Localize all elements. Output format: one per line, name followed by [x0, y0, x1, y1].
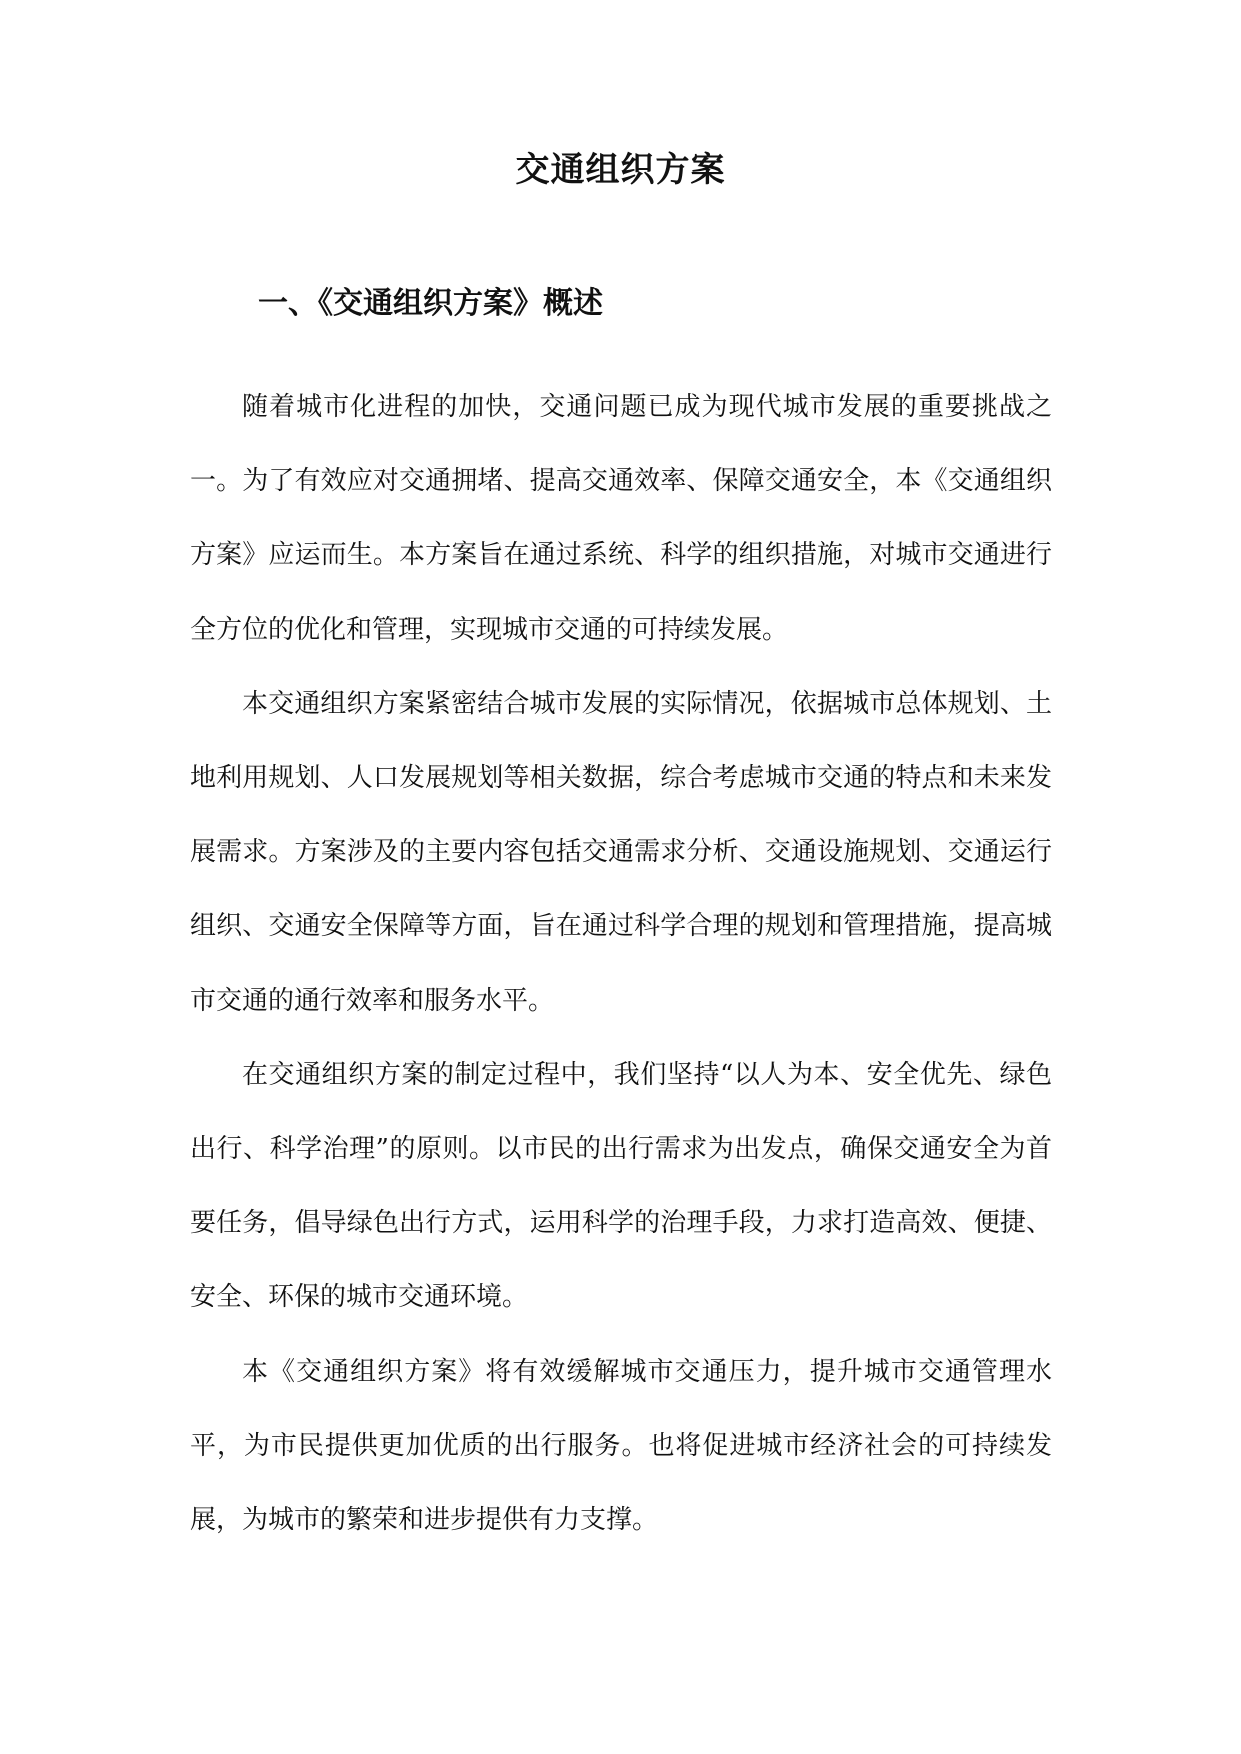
document-title: 交通组织方案	[515, 150, 726, 190]
section-body	[190, 370, 1052, 1557]
paragraph-1: 随着城市化进程的加快，交通问题已成为现代城市发展的重要挑战之一。为了有效应对交通拥堵、提高交通效率、保障交通安全，本《交通组织方案》应运而生。本方案旨在通过系统、科学的组织措施，对城市交通进行全方位的优化和管理，实现城市交通的可持续发展。	[190, 392, 1052, 645]
paragraph-3: 在交通组织方案的制定过程中，我们坚持“以人为本、安全优先、绿色出行、科学治理”的原则。以市民的出行需求为出发点，确保交通安全为首要任务，倡导绿色出行方式，运用科学的治理手段，力求打造高效、便捷、安全、环保的城市交通环境。	[190, 1059, 1052, 1313]
section-heading: 一、《交通组织方案》概述	[258, 286, 603, 321]
paragraph-2: 本交通组织方案紧密结合城市发展的实际情况，依据城市总体规划、土地利用规划、人口发展规划等相关数据，综合考虑城市交通的特点和未来发展需求。方案涉及的主要内容包括交通需求分析、交通设施规划、交通运行组织、交通安全保障等方面，旨在通过科学合理的规划和管理措施，提高城市交通的通行效率和服务水平。	[190, 688, 1052, 1016]
paragraph-4: 本《交通组织方案》将有效缓解城市交通压力，提升城市交通管理水平，为市民提供更加优质的出行服务。也将促进城市经济社会的可持续发展，为城市的繁荣和进步提供有力支撑。	[190, 1356, 1052, 1536]
